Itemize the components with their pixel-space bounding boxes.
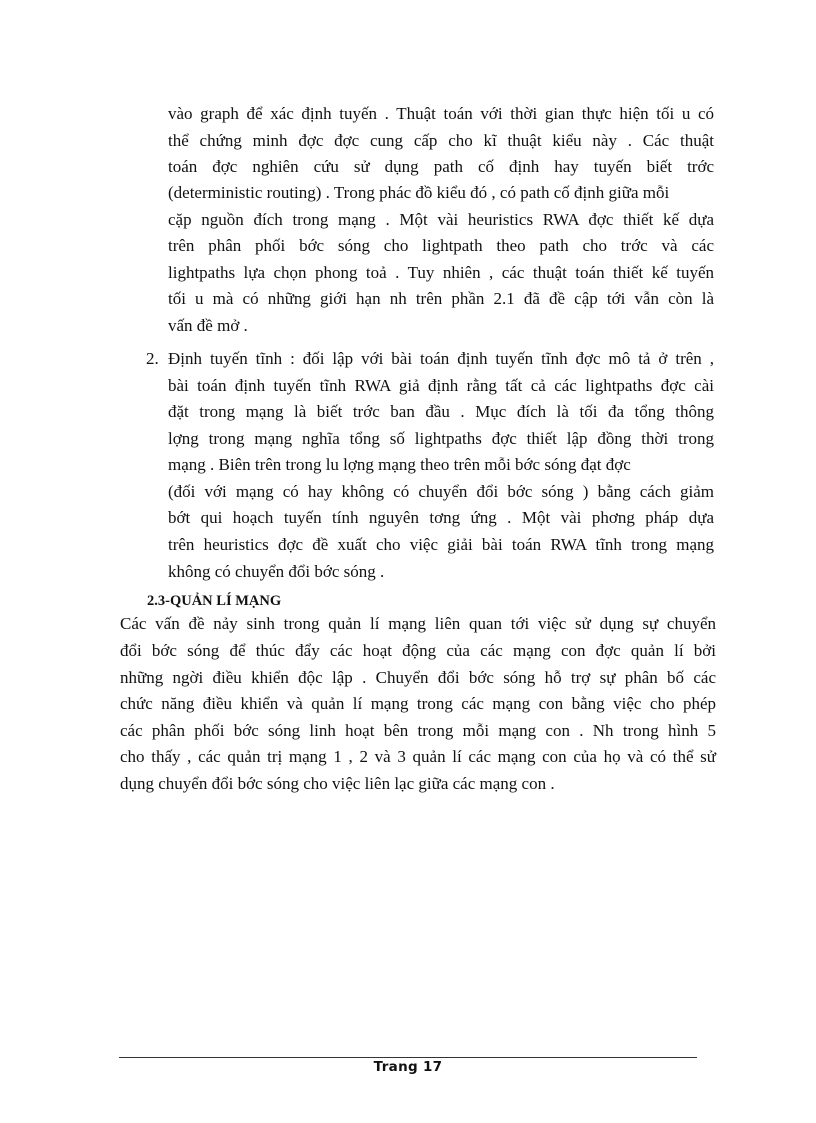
section-line-3: những ngời điều khiển độc lập . Chuyển đổi bớc sóng hỗ trợ sự phân bố các: [120, 668, 716, 687]
section-line-1: Các vấn đề nảy sinh trong quản lí mạng liên quan tới việc sử dụng sự chuyển: [120, 614, 716, 633]
item1-line-9: vấn đề mở .: [168, 316, 248, 335]
item1-line-7: lightpaths lựa chọn phong toả . Tuy nhiên , các thuật toán thiết kế tuyến: [168, 263, 714, 282]
item1-line-5: cặp nguồn đích trong mạng . Một vài heuristics RWA đợc thiết kế dựa: [168, 210, 714, 229]
item2-line-9: không có chuyển đổi bớc sóng .: [168, 562, 385, 581]
item1-line-1: vào graph để xác định tuyến . Thuật toán với thời gian thực hiện tối u có: [168, 104, 714, 123]
section-line-7: dụng chuyển đổi bớc sóng cho việc liên lạc giữa các mạng con .: [120, 774, 555, 793]
item2-line-8: trên heuristics đợc đề xuất cho việc giải bài toán RWA tĩnh trong mạng: [168, 535, 714, 554]
section-heading: 2.3-QUẢN LÍ MẠNG: [147, 593, 282, 609]
item2-line-1: Định tuyến tĩnh : đối lập với bài toán định tuyến tĩnh đợc mô tả ở trên ,: [168, 349, 714, 368]
list-number: 2.: [146, 349, 159, 368]
page-number: Trang 17: [373, 1059, 443, 1075]
item2-line-7: bớt qui hoạch tuyến tính nguyên tơng ứng . Một vài phơng pháp dựa: [168, 508, 714, 527]
section-line-2: đổi bớc sóng để thúc đẩy các hoạt động của các mạng con đợc quản lí bởi: [120, 641, 716, 660]
item1-line-6: trên phân phối bớc sóng cho lightpath theo path cho trớc và các: [168, 236, 714, 255]
section-line-5: các phân phối bớc sóng linh hoạt bên trong mỗi mạng con . Nh trong hình 5: [120, 721, 716, 740]
item2-line-3: đặt trong mạng là biết trớc ban đầu . Mục đích là tối đa tổng thông: [168, 402, 714, 421]
item2-line-4: lợng trong mạng nghĩa tổng số lightpaths đợc thiết lập đồng thời trong: [168, 429, 714, 448]
item2-line-5: mạng . Biên trên trong lu lợng mạng theo trên mỗi bớc sóng đạt đợc: [168, 455, 631, 474]
item2-line-2: bài toán định tuyến tĩnh RWA giả định rằng tất cả các lightpaths đợc cài: [168, 376, 714, 395]
item1-line-3: toán đợc nghiên cứu sử dụng path cố định hay tuyến biết trớc: [168, 157, 714, 176]
footer-rule: [119, 1057, 697, 1058]
item1-line-2: thể chứng minh đợc đợc cung cấp cho kĩ thuật kiểu này . Các thuật: [168, 131, 714, 150]
item1-line-4: (deterministic routing) . Trong phác đồ kiểu đó , có path cố định giữa mỗi: [168, 183, 670, 202]
item1-line-8: tối u mà có những giới hạn nh trên phần 2.1 đã đề cập tới vẫn còn là: [168, 289, 714, 308]
section-line-4: chức năng điều khiển và quản lí mạng trong các mạng con bằng việc cho phép: [120, 694, 716, 713]
section-line-6: cho thấy , các quản trị mạng 1 , 2 và 3 quản lí các mạng con của họ và có thể sử: [120, 747, 716, 766]
item2-line-6: (đối với mạng có hay không có chuyển đổi bớc sóng ) bằng cách giảm: [168, 482, 714, 501]
